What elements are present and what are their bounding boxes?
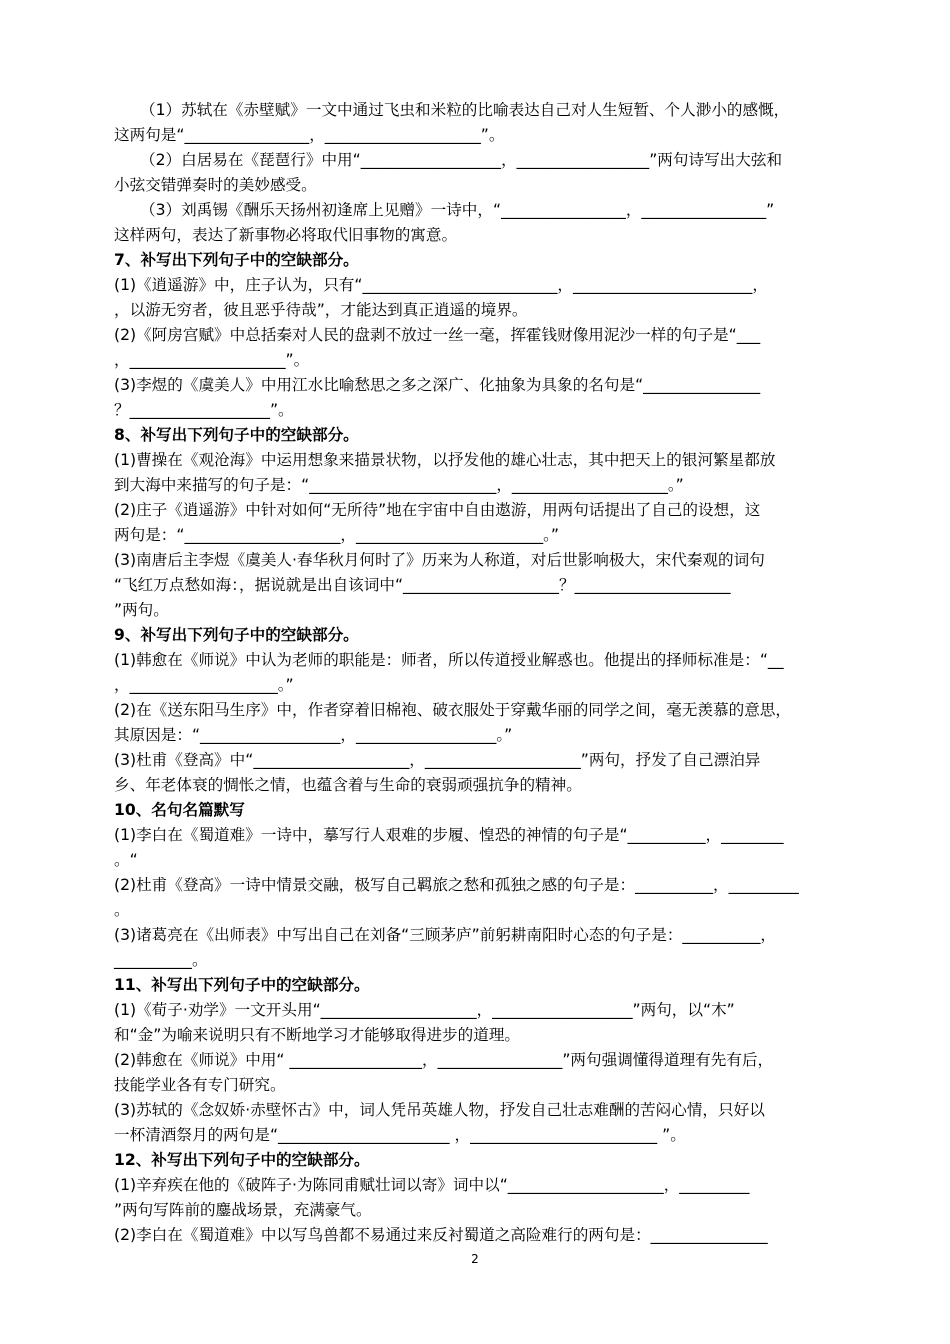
section-heading: 11、补写出下列句子中的空缺部分。: [114, 976, 370, 994]
section-heading: 7、补写出下列句子中的空缺部分。: [114, 251, 359, 269]
text-line: 这样两句，表达了新事物必将取代旧事物的寓意。: [114, 226, 458, 244]
text-line: （2）白居易在《琵琶行》中用“__________________，_________________”两句诗写出大弦和: [140, 151, 783, 169]
text-line: (2)李白在《蜀道难》中以写鸟兽都不易通过来反衬蜀道之高险难行的两句是：_______________: [114, 1226, 768, 1244]
text-line: （1）苏轼在《赤壁赋》一文中通过飞虫和米粒的比喻表达自己对人生短暂、个人渺小的感慨，: [140, 101, 790, 119]
text-line: (1)《荀子·劝学》一文开头用“____________________，__________________”两句，以“木”: [114, 1001, 735, 1019]
text-line: (3)诸葛亮在《出师表》中写出自己在刘备“三顾茅庐”前躬耕南阳时心态的句子是：__________，: [114, 926, 776, 944]
text-line: ”两句。: [114, 601, 169, 619]
section-heading: 12、补写出下列句子中的空缺部分。: [114, 1151, 370, 1169]
section-heading: 8、补写出下列句子中的空缺部分。: [114, 426, 359, 444]
text-line: ，____________________”。: [114, 351, 310, 369]
section-heading: 9、补写出下列句子中的空缺部分。: [114, 626, 359, 644]
text-line: (2)庄子《逍遥游》中针对如何“无所待”地在宇宙中自由遨游，用两句话提出了自己的设想，这: [114, 501, 761, 519]
text-line: （3）刘禹锡《酬乐天扬州初逢席上见赠》一诗中，“________________，________________”: [140, 201, 775, 219]
text-line: 一杯清酒祭月的两句是“______________________ ，________________________ ”。: [114, 1126, 686, 1144]
text-line: ，以游无穷者，彼且恶乎待哉”，才能达到真正逍遥的境界。: [114, 301, 528, 319]
page-number: 2: [471, 1252, 479, 1266]
text-line: ”两句写阵前的鏖战场景，充满豪气。: [114, 1201, 372, 1219]
text-line: (1)曹操在《观沧海》中运用想象来描景状物，以抒发他的雄心壮志，其中把天上的银河繁星都放: [114, 451, 776, 469]
text-line: (2)在《送东阳马生序》中，作者穿着旧棉袍、破衣服处于穿戴华丽的同学之间，毫无羡慕的意思，: [114, 701, 792, 719]
section-heading: 10、名句名篇默写: [114, 801, 245, 819]
text-line: 。“: [114, 851, 138, 869]
text-line: (1)韩愈在《师说》中认为老师的职能是：师者，所以传道授业解惑也。他提出的择师标准是：“__: [114, 651, 784, 669]
text-line: 两句是：“____________________，________________________。”: [114, 526, 559, 544]
text-line: 技能学业各有专门研究。: [114, 1076, 286, 1094]
text-line: 乡、年老体衰的惆怅之情，也蕴含着与生命的衰弱顽强抗争的精神。: [114, 776, 582, 794]
text-line: ，___________________。”: [114, 676, 294, 694]
text-line: (2)杜甫《登高》一诗中情景交融，极写自己羁旅之愁和孤独之感的句子是：__________，_________: [114, 876, 799, 894]
text-line: (3)苏轼的《念奴娇·赤壁怀古》中，词人凭吊英雄人物，抒发自己壮志难酬的苦闷心情，只好以: [114, 1101, 765, 1119]
text-line: “飞红万点愁如海：，据说就是出自该词中“____________________？____________________: [114, 576, 731, 594]
document-body: [114, 98, 840, 1248]
text-line: (1)辛弃疾在他的《破阵子·为陈同甫赋壮词以寄》词中以“____________________，_________: [114, 1176, 750, 1194]
text-line: __________。: [114, 951, 208, 969]
text-line: (3)杜甫《登高》中“____________________，____________________”两句，抒发了自己漂泊异: [114, 751, 761, 769]
text-line: 和“金”为喻来说明只有不断地学习才能够取得进步的道理。: [114, 1026, 521, 1044]
text-line: (3)李煜的《虞美人》中用江水比喻愁思之多之深广、化抽象为具象的名句是“_______________: [114, 376, 761, 394]
text-line: (2)韩愈在《师说》中用“ _________________，________________”两句强调懂得道理有先有后，: [114, 1051, 774, 1069]
text-line: 到大海中来描写的句子是：“________________________，____________________。”: [114, 476, 684, 494]
text-line: 其原因是：“__________________，__________________。”: [114, 726, 513, 744]
text-line: (2)《阿房宫赋》中总括秦对人民的盘剥不放过一丝一毫，挥霍钱财像用泥沙一样的句子是“___: [114, 326, 761, 344]
text-line: (1)《逍遥游》中，庄子认为，只有“_________________________，_______________________，: [114, 276, 768, 294]
text-line: 。: [114, 901, 130, 919]
text-line: (1)李白在《蜀道难》一诗中，摹写行人艰难的步履、惶恐的神情的句子是“__________，________: [114, 826, 784, 844]
text-line: 小弦交错弹奏时的美妙感受。: [114, 176, 317, 194]
text-line: 这两句是“________________，____________________”。: [114, 126, 505, 144]
text-line: ？__________________”。: [114, 401, 294, 419]
text-line: (3)南唐后主李煜《虞美人·春华秋月何时了》历来为人称道，对后世影响极大，宋代秦观的词句: [114, 551, 765, 569]
